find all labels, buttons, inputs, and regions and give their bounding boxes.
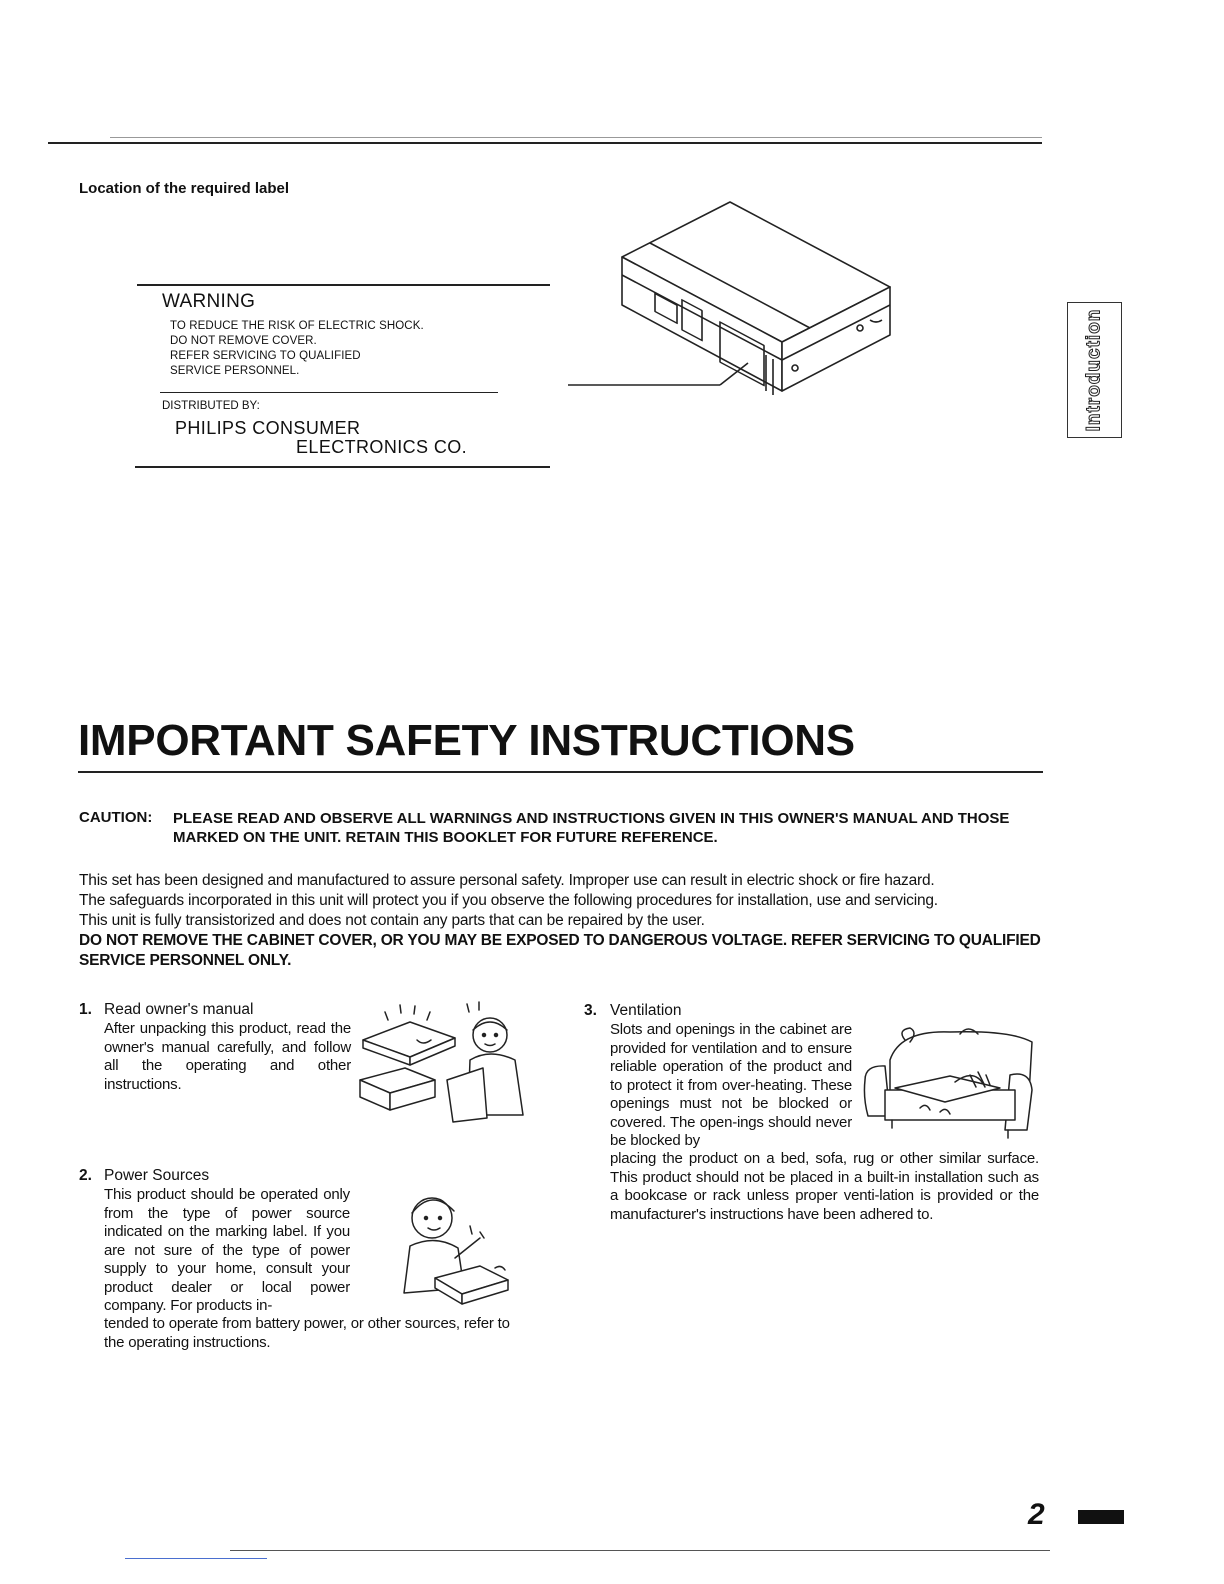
warning-mid-rule xyxy=(160,392,498,393)
item-number: 1. xyxy=(79,1001,92,1018)
side-tab-label: Introduction xyxy=(1083,308,1105,432)
top-rule xyxy=(48,142,1042,144)
item-body-continued: tended to operate from battery power, or other sources, refer to the operating instructions. xyxy=(104,1315,510,1351)
label-location-heading: Location of the required label xyxy=(79,180,290,197)
caution-text: PLEASE READ AND OBSERVE ALL WARNINGS AND INSTRUCTIONS GIVEN IN THIS OWNER'S MANUAL AND THOSE MARKED ON THE UNIT. RETAIN THIS BOOKLET FOR FUTURE REFERENCE. xyxy=(173,810,1010,846)
top-rule-faint xyxy=(110,137,1042,138)
distributor-name-line1: PHILIPS CONSUMER xyxy=(175,418,361,438)
item-body: This product should be operated only from the type of power source indicated on the marking label. If you are not sure of the type of power supply to your home, consult your product dealer or local power company. For products in- xyxy=(104,1186,350,1314)
warning-title: WARNING xyxy=(162,291,256,312)
intro-line: This unit is fully transistorized and does not contain any parts that can be repaired by the user. xyxy=(79,912,705,929)
intro-line: The safeguards incorporated in this unit will protect you if you observe the following procedures for installation, use and servicing. xyxy=(79,892,938,909)
power-source-illustration xyxy=(380,1188,525,1313)
intro-text xyxy=(79,871,1069,971)
item-title: Power Sources xyxy=(104,1167,210,1184)
sofa-ventilation-illustration xyxy=(860,1020,1040,1145)
item-title: Read owner's manual xyxy=(104,1001,254,1018)
page-title: IMPORTANT SAFETY INSTRUCTIONS xyxy=(78,716,855,765)
bottom-rule xyxy=(230,1550,1050,1551)
page-number: 2 xyxy=(1028,1498,1045,1531)
intro-warning: DO NOT REMOVE THE CABINET COVER, OR YOU MAY BE EXPOSED TO DANGEROUS VOLTAGE. REFER SERVICING TO QUALIFIED SERVICE PERSONNEL ONLY. xyxy=(79,932,1041,969)
distributor-name-line2: ELECTRONICS CO. xyxy=(296,437,468,457)
warning-line: TO REDUCE THE RISK OF ELECTRIC SHOCK. xyxy=(170,320,424,332)
vcr-rear-illustration xyxy=(560,195,900,405)
item-body: Slots and openings in the cabinet are provided for ventilation and to ensure reliable operation of the product and to protect it from over-heating. These openings must not be blocked or covered. The open-ings should never be blocked by xyxy=(610,1021,852,1149)
title-rule xyxy=(78,771,1043,773)
item-number: 3. xyxy=(584,1002,597,1019)
introduction-side-tab[interactable] xyxy=(1067,302,1122,438)
caution-label: CAUTION: xyxy=(79,809,153,826)
reading-manual-illustration xyxy=(355,1000,530,1125)
warning-line: DO NOT REMOVE COVER. xyxy=(170,335,317,347)
warning-line: REFER SERVICING TO QUALIFIED xyxy=(170,350,361,362)
item-title: Ventilation xyxy=(610,1002,682,1019)
distributed-by-label: DISTRIBUTED BY: xyxy=(162,400,260,412)
item-body: After unpacking this product, read the owner's manual carefully, and follow all the operating and other instructions. xyxy=(104,1020,351,1093)
warning-line: SERVICE PERSONNEL. xyxy=(170,365,300,377)
bottom-rule-link xyxy=(125,1558,267,1559)
item-number: 2. xyxy=(79,1167,92,1184)
intro-line: This set has been designed and manufactured to assure personal safety. Improper use can result in electric shock or fire hazard. xyxy=(79,872,935,889)
warning-bottom-rule xyxy=(135,466,550,468)
item-body-continued: placing the product on a bed, sofa, rug or other similar surface. This product should not be placed in a built-in installation such as a bookcase or rack unless proper venti-lation is provided or the manufacturer's instructions have been adhered to. xyxy=(610,1150,1039,1223)
warning-top-rule xyxy=(137,284,550,286)
page-number-bar xyxy=(1078,1510,1124,1524)
